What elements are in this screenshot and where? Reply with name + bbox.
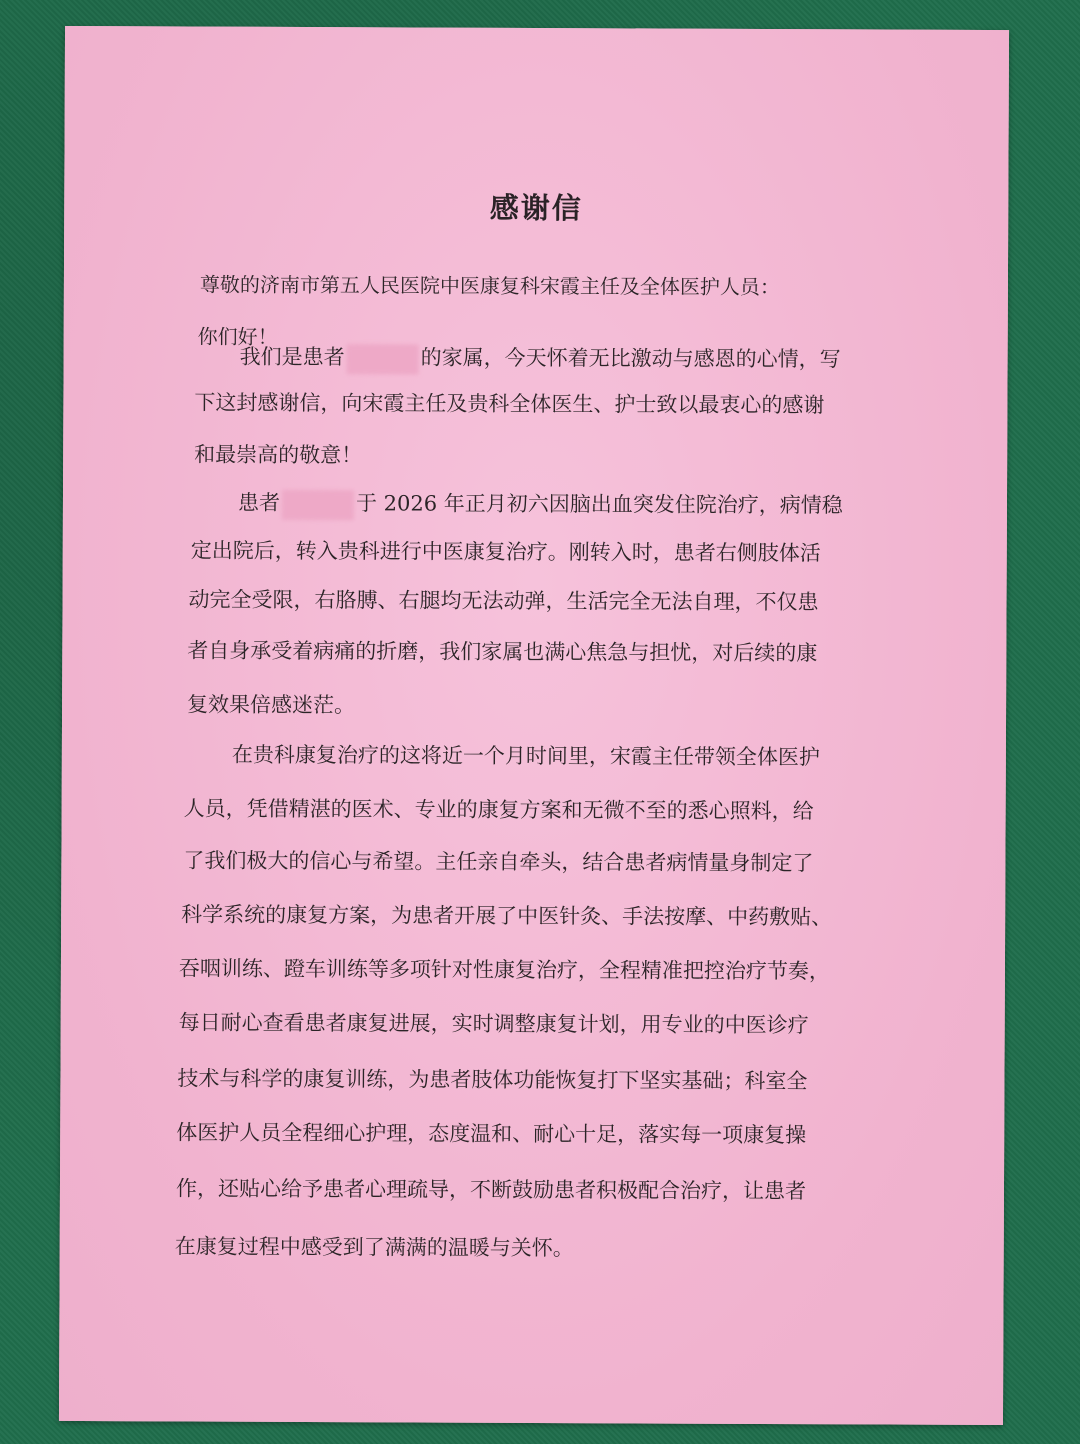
paragraph-line: 动完全受限，右胳膊、右腿均无法动弹，生活完全无法自理，不仅患 bbox=[188, 587, 819, 615]
paragraph-line: 了我们极大的信心与希望。主任亲自牵头，结合患者病情量身制定了 bbox=[183, 848, 814, 876]
paragraph-line: 技术与科学的康复训练，为患者肢体功能恢复打下坚实基础；科室全 bbox=[177, 1066, 808, 1094]
paragraph-line: 人员，凭借精湛的医术、专业的康复方案和无微不至的悉心照料，给 bbox=[183, 796, 814, 824]
letter-title: 感谢信 bbox=[489, 190, 583, 226]
paragraph-line: 科学系统的康复方案，为患者开展了中医针灸、手法按摩、中药敷贴、 bbox=[181, 902, 833, 930]
paragraph-line: 体医护人员全程细心护理，态度温和、耐心十足，落实每一项康复操 bbox=[176, 1120, 807, 1148]
letter-paper bbox=[59, 26, 1009, 1425]
redacted-patient-name bbox=[347, 344, 419, 374]
paragraph-line: 和最崇高的敬意！ bbox=[194, 442, 363, 468]
salutation: 尊敬的济南市第五人民医院中医康复科宋霞主任及全体医护人员： bbox=[199, 272, 780, 300]
paragraph-line: 复效果倍感迷茫。 bbox=[187, 692, 356, 718]
redacted-patient-name bbox=[282, 489, 354, 519]
paragraph-line: 者自身承受着病痛的折磨，我们家属也满心焦急与担忧，对后续的康 bbox=[187, 638, 818, 666]
paragraph-line: 在康复过程中感受到了满满的温暖与关怀。 bbox=[174, 1234, 574, 1261]
paragraph-line: 患者 于 2026 年正月初六因脑出血突发住院治疗，病情稳 bbox=[238, 487, 843, 522]
paragraph-line: 每日耐心查看患者康复进展，实时调整康复计划，用专业的中医诊疗 bbox=[178, 1010, 809, 1038]
paragraph-line: 作，还贴心给予患者心理疏导，不断鼓励患者积极配合治疗，让患者 bbox=[175, 1176, 807, 1204]
paragraph-line: 我们是患者 的家属，今天怀着无比激动与感恩的心情，写 bbox=[240, 341, 841, 376]
paragraph-line: 在贵科康复治疗的这将近一个月时间里，宋霞主任带领全体医护 bbox=[231, 742, 820, 770]
paragraph-line: 吞咽训练、蹬车训练等多项针对性康复治疗，全程精准把控治疗节奏， bbox=[178, 956, 830, 984]
paragraph-line: 下这封感谢信，向宋霞主任及贵科全体医生、护士致以最衷心的感谢 bbox=[194, 390, 825, 418]
paragraph-line: 定出院后，转入贵科进行中医康复治疗。刚转入时，患者右侧肢体活 bbox=[190, 538, 821, 566]
greeting: 你们好！ bbox=[197, 324, 278, 349]
